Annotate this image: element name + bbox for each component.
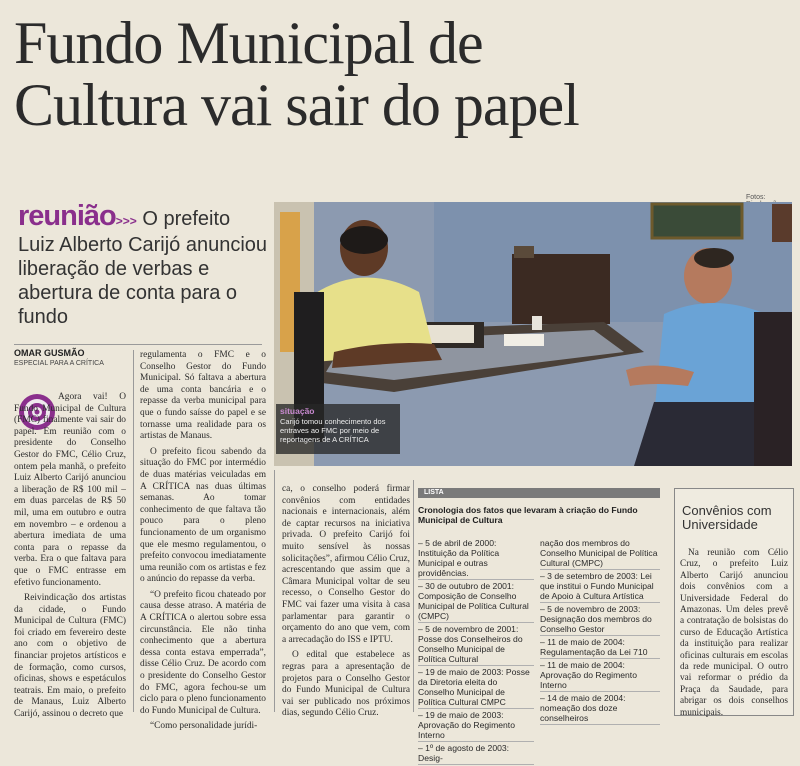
lista-event: – 11 de maio de 2004: Regulamentação da Lei 710: [540, 637, 660, 659]
col2-paragraph-2: O prefeito ficou sabendo da situação do FMC por intermédio de duas matérias veiculadas em A CRÍTICA nas duas últimas semanas. Ao tomar conhecimento de que faltava tão pouco para o pleno funcionamento de um organismo que ele mesmo regulamentou, o prefeito convocou imediatamente uma reunião com os artistas e fez o anúncio do repasse da verba.: [140, 446, 266, 585]
col1-paragraph-1: Agora vai! O Fundo Municipal de Cultura (FMC) finalmente vai sair do papel. Em reunião com o presidente do Conselho Gestor do FMC, Célio Cruz, ontem pela manhã, o prefeito Luiz Alberto Carijó anunciou a liberação de R$ 100 mil – em duas parcelas de R$ 50 mil, uma em outubro e outra em novembro – e ordenou a abertura imediata de uma conta para o repasse da verba. Era o que faltava para que o FMC entrasse em efetivo funcionamento.: [14, 392, 126, 588]
article-column-3: [282, 484, 410, 724]
lista-event: – 19 de maio de 2003: Aprovação do Regimento Interno: [418, 710, 534, 742]
col2-paragraph-4: “Como personalidade jurídi-: [150, 721, 258, 732]
col2-paragraph-3: “O prefeito ficou chateado por causa desse atraso. A matéria de A CRÍTICA o alertou sobre essa circunstância. Ele não tinha conhecimento que a abertura dessa conta estava emperrada”, disse Célio Cruz. De acordo com o presidente do Conselho Gestor do FMC, agora fechou-se um ciclo para o pleno funcionamento do Fundo Municipal de Cultura.: [140, 589, 266, 716]
lista-column-right: [540, 538, 660, 726]
col2-paragraph-1: regulamenta o FMC e o Conselho Gestor do Fundo Municipal. Só faltava a abertura de uma conta bancária e o repasse da verba municipal para que o fundo saísse do papel e se tornasse uma realidade para os artistas de Manaus.: [140, 350, 266, 442]
lista-event: – 19 de maio de 2003: Posse da Diretoria eleita do Conselho Municipal de Política Cultural CMPC: [418, 667, 534, 709]
byline-rule: [14, 344, 262, 345]
byline-name: OMAR GUSMÃO: [14, 348, 85, 358]
column-divider-1: [133, 350, 134, 712]
caption-title: situação: [280, 406, 315, 416]
lista-event: – 1º de agosto de 2003: Desig-: [418, 743, 534, 765]
col3-paragraph-2: O edital que estabelece as regras para a apresentação de projetos para o Conselho Gestor do Fundo Municipal de Cultura vai ser publicado nos próximos dias, segundo Célio Cruz.: [282, 650, 410, 719]
byline-role: ESPECIAL PARA A CRÍTICA: [14, 360, 104, 367]
lista-label: LISTA: [418, 488, 660, 498]
photo-caption: [276, 404, 400, 454]
lista-event: – 11 de maio de 2004: Aprovação do Regimento Interno: [540, 660, 660, 692]
col1-paragraph-2: Reivindicação dos artistas da cidade, o Fundo Municipal de Cultura (FMC) foi criado em fevereiro deste ano com o objetivo de financiar projetos artísticos e de formação, como cursos, oficinas, shows e espetáculos teatrais. Em maio, o prefeito de Manaus, Luiz Alberto Carijó, assinou o decreto que: [14, 593, 126, 720]
kicker-tag: reunião: [18, 200, 116, 232]
lista-event: – 14 de maio de 2004: nomeação dos doze conselheiros: [540, 693, 660, 725]
lista-event: – 5 de novembro de 2001: Posse dos Conselheiros do Conselho Municipal de Política Cultural: [418, 624, 534, 666]
column-divider-3: [413, 480, 414, 712]
column-divider-2: [274, 470, 275, 712]
byline: [14, 348, 104, 367]
headline-line-2: Cultura vai sair do papel: [14, 72, 579, 138]
lista-title: Cronologia dos fatos que levaram à criação do Fundo Municipal de Cultura: [418, 505, 638, 525]
sidebar-title: Convênios com Universidade: [682, 503, 772, 532]
sidebar-text: Na reunião com Célio Cruz, o prefeito Luiz Alberto Carijó anunciou dois convênios com a Universidade Federal do Amazonas. Um deles prevê a contratação de bolsistas do curso de Educação Artística da instituição para realizar oficinas culturais em escolas da rede municipal. O outro vai reformar o prédio da Praça da Saudade, para abrigar os dois conselhos municipais.: [680, 548, 788, 718]
kicker-arrows: >>>: [115, 214, 137, 228]
headline: [14, 12, 794, 136]
lista-event: nação dos membros do Conselho Municipal de Política Cultural (CMPC): [540, 538, 660, 570]
kicker: [18, 200, 270, 329]
lista-event: – 3 de setembro de 2003: Lei que institui o Fundo Municipal de Apoio à Cultura Artística: [540, 571, 660, 603]
article-column-1: [14, 392, 126, 725]
lista-column-left: [418, 538, 534, 766]
kicker-text: O prefeito Luiz Alberto Carijó anunciou liberação de verbas e abertura de conta para o fundo: [18, 208, 268, 328]
caption-text: Carijó tomou conhecimento dos entraves ao FMC por meio de reportagens de A CRÍTICA: [280, 417, 386, 444]
lista-event: – 30 de outubro de 2001: Composição de Conselho Municipal de Política Cultural (CMPC): [418, 581, 534, 623]
headline-line-1: Fundo Municipal de: [14, 10, 483, 76]
photo-credit: Fotos:: [746, 194, 766, 201]
col3-paragraph-1: ca, o conselho poderá firmar convênios com entidades nacionais e internacionais, além de captar recursos na iniciativa privada. O prefeito Carijó foi muito sensível às nossas solicitações”, afirmou Célio Cruz, acrescentando que assim que a Câmara Municipal voltar de seu recesso, o Conselho Gestor do FMC vai fazer uma visita à casa parlamentar para garantir o orçamento do ano que vem, com a arrecadação do ISS e IPTU.: [282, 484, 410, 645]
lista-event: – 5 de abril de 2000: Instituição da Política Municipal e outras providências.: [418, 538, 534, 580]
article-column-2: [140, 350, 266, 737]
lista-event: – 5 de novembro de 2003: Designação dos membros do Conselho Gestor: [540, 604, 660, 636]
